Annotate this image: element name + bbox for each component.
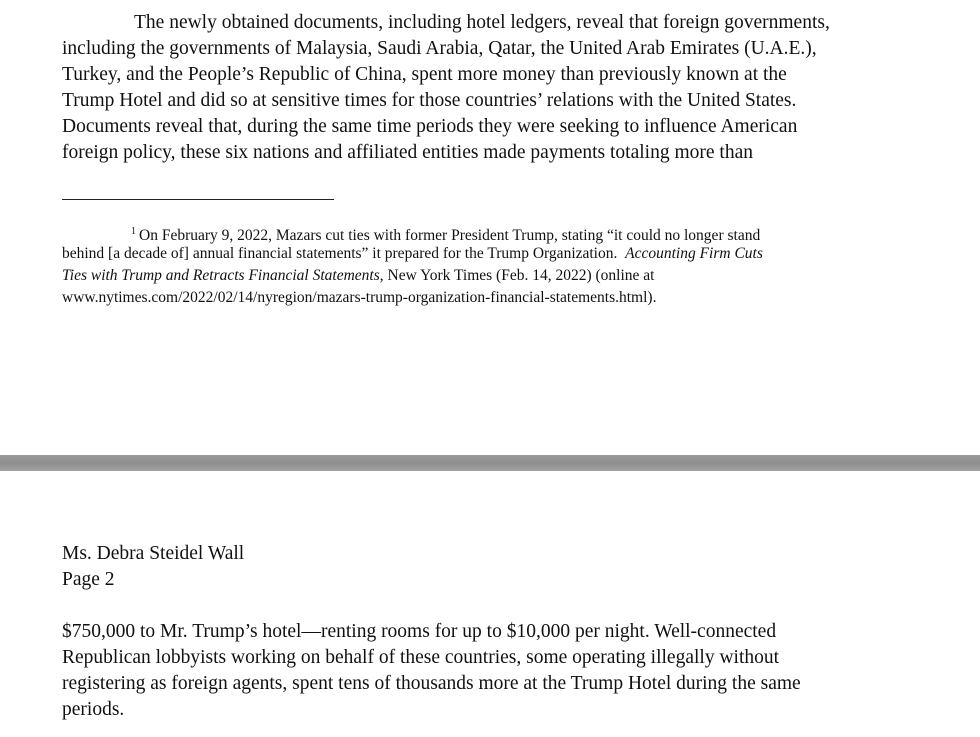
footnote-text: On February 9, 2022, Mazars cut ties with former President Trump, stating “it could no longer stand xyxy=(139,227,761,244)
paragraph-line: Documents reveal that, during the same time periods they were seeking to influence American xyxy=(62,116,798,137)
paragraph-line: The newly obtained documents, including hotel ledgers, reveal that foreign governments, xyxy=(134,12,830,33)
footnote-citation-title: Ties with Trump and Retracts Financial Statements xyxy=(62,267,380,284)
paragraph-line: Trump Hotel and did so at sensitive times for those countries’ relations with the United States. xyxy=(62,90,797,111)
paragraph-line: including the governments of Malaysia, Saudi Arabia, Qatar, the United Arab Emirates (U.A.E.), xyxy=(62,38,817,59)
footnote-marker: 1 xyxy=(131,226,136,237)
footnote-line xyxy=(62,265,654,287)
paragraph-line: Turkey, and the People’s Republic of China, spent more money than previously known at the xyxy=(62,64,787,85)
footnote-line xyxy=(62,243,763,265)
footnote-url: www.nytimes.com/2022/02/14/nyregion/mazars-trump-organization-financial-statements.html). xyxy=(62,289,657,306)
paragraph-line: periods. xyxy=(62,699,125,720)
page-break-divider xyxy=(0,455,980,471)
footnote-text: behind [a decade of] annual financial statements” it prepared for the Trump Organization. xyxy=(62,245,618,262)
letter-recipient: Ms. Debra Steidel Wall xyxy=(62,543,245,564)
footnote-citation-title: Accounting Firm Cuts xyxy=(625,245,763,262)
footnote-text: , New York Times (Feb. 14, 2022) (online at xyxy=(379,267,655,284)
paragraph-line: Republican lobbyists working on behalf of these countries, some operating illegally without xyxy=(62,647,780,668)
document-page-2 xyxy=(0,471,980,737)
footnote-separator xyxy=(62,199,334,200)
paragraph-line: $750,000 to Mr. Trump’s hotel—renting rooms for up to $10,000 per night. Well-connected xyxy=(62,621,777,642)
paragraph-line: foreign policy, these six nations and affiliated entities made payments totaling more than xyxy=(62,142,753,163)
paragraph-line: registering as foreign agents, spent tens of thousands more at the Trump Hotel during the same xyxy=(62,673,801,694)
page-number: Page 2 xyxy=(62,569,115,590)
